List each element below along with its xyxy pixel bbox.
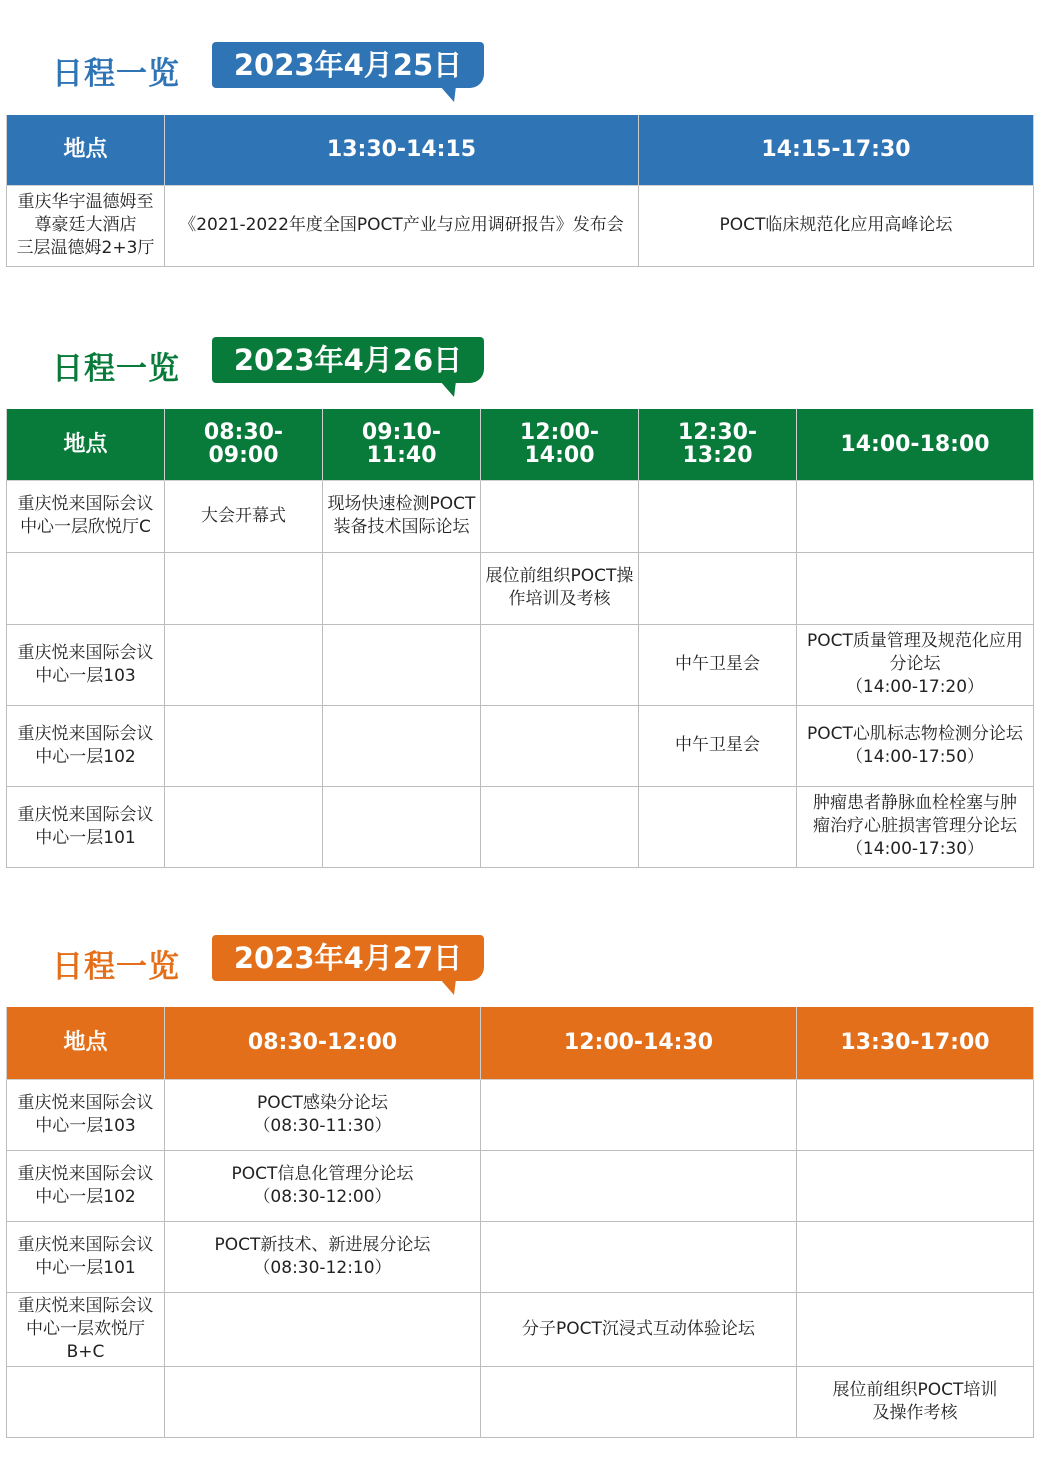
- location-cell: 重庆悦来国际会议 中心一层欢悦厅 B+C: [7, 1292, 165, 1366]
- section-title: 日程一览: [52, 949, 180, 985]
- session-cell: 肿瘤患者静脉血栓栓塞与肿 瘤治疗心脏损害管理分论坛 （14:00-17:30）: [797, 786, 1034, 867]
- section-title: 日程一览: [52, 56, 180, 92]
- session-cell: 中午卫星会: [639, 624, 797, 705]
- table-row: [7, 705, 1034, 786]
- location-cell: 重庆悦来国际会议 中心一层102: [7, 705, 165, 786]
- table-row: [7, 1150, 1034, 1221]
- header-time-slot: 12:30-13:20: [639, 409, 797, 480]
- session-cell: [639, 480, 797, 552]
- session-cell: [481, 1366, 797, 1437]
- session-cell: [165, 1292, 481, 1366]
- header-time-slot: 13:30-17:00: [797, 1007, 1034, 1079]
- header-location: 地点: [7, 409, 165, 480]
- session-cell: [481, 786, 639, 867]
- location-cell: 重庆悦来国际会议 中心一层欣悦厅C: [7, 480, 165, 552]
- schedule-table: [6, 115, 1034, 267]
- session-cell: [481, 1079, 797, 1150]
- session-cell: 现场快速检测POCT 装备技术国际论坛: [323, 480, 481, 552]
- table-row: [7, 624, 1034, 705]
- session-cell: 《2021-2022年度全国POCT产业与应用调研报告》发布会: [165, 185, 639, 266]
- schedule-section-apr27: [0, 935, 1059, 1423]
- date-badge: 2023年4月27日: [212, 935, 484, 981]
- location-cell: 重庆悦来国际会议 中心一层101: [7, 1221, 165, 1292]
- header-time-slot: 12:00-14:00: [481, 409, 639, 480]
- section-header: [0, 337, 1059, 417]
- schedule-section-apr26: [0, 337, 1059, 859]
- section-title: 日程一览: [52, 351, 180, 387]
- session-cell: [481, 705, 639, 786]
- schedule-table: [6, 1007, 1034, 1438]
- location-cell: [7, 552, 165, 624]
- location-cell: 重庆悦来国际会议 中心一层101: [7, 786, 165, 867]
- session-cell: 分子POCT沉浸式互动体验论坛: [481, 1292, 797, 1366]
- header-time-slot: 14:00-18:00: [797, 409, 1034, 480]
- table-header-row: [7, 1007, 1034, 1079]
- session-cell: POCT信息化管理分论坛 （08:30-12:00）: [165, 1150, 481, 1221]
- table-row: [7, 480, 1034, 552]
- date-badge: 2023年4月26日: [212, 337, 484, 383]
- session-cell: 中午卫星会: [639, 705, 797, 786]
- session-cell: 展位前组织POCT培训 及操作考核: [797, 1366, 1034, 1437]
- header-location: 地点: [7, 1007, 165, 1079]
- table-row: [7, 185, 1034, 266]
- header-time-slot: 09:10-11:40: [323, 409, 481, 480]
- session-cell: [165, 705, 323, 786]
- session-cell: [165, 552, 323, 624]
- table-row: [7, 1221, 1034, 1292]
- session-cell: [797, 1221, 1034, 1292]
- header-time-slot: 13:30-14:15: [165, 115, 639, 185]
- table-row: [7, 1366, 1034, 1437]
- session-cell: [797, 1292, 1034, 1366]
- header-time-slot: 12:00-14:30: [481, 1007, 797, 1079]
- session-cell: [481, 1150, 797, 1221]
- session-cell: [165, 1366, 481, 1437]
- session-cell: POCT临床规范化应用高峰论坛: [639, 185, 1034, 266]
- session-cell: POCT心肌标志物检测分论坛 （14:00-17:50）: [797, 705, 1034, 786]
- schedule-table: [6, 409, 1034, 868]
- location-cell: 重庆悦来国际会议 中心一层102: [7, 1150, 165, 1221]
- table-row: [7, 552, 1034, 624]
- session-cell: [323, 705, 481, 786]
- schedule-section-apr25: [0, 42, 1059, 258]
- session-cell: [639, 552, 797, 624]
- location-cell: 重庆悦来国际会议 中心一层103: [7, 624, 165, 705]
- header-location: 地点: [7, 115, 165, 185]
- session-cell: [323, 624, 481, 705]
- session-cell: [481, 1221, 797, 1292]
- location-cell: 重庆悦来国际会议 中心一层103: [7, 1079, 165, 1150]
- session-cell: POCT质量管理及规范化应用 分论坛 （14:00-17:20）: [797, 624, 1034, 705]
- section-header: [0, 42, 1059, 122]
- session-cell: [323, 552, 481, 624]
- table-row: [7, 786, 1034, 867]
- location-cell: 重庆华宇温德姆至 尊豪廷大酒店 三层温德姆2+3厅: [7, 185, 165, 266]
- table-header-row: [7, 115, 1034, 185]
- date-badge: 2023年4月25日: [212, 42, 484, 88]
- session-cell: [481, 624, 639, 705]
- session-cell: [323, 786, 481, 867]
- session-cell: [797, 480, 1034, 552]
- table-row: [7, 1079, 1034, 1150]
- session-cell: POCT新技术、新进展分论坛 （08:30-12:10）: [165, 1221, 481, 1292]
- session-cell: [797, 552, 1034, 624]
- session-cell: [165, 624, 323, 705]
- section-header: [0, 935, 1059, 1015]
- header-time-slot: 14:15-17:30: [639, 115, 1034, 185]
- session-cell: [797, 1150, 1034, 1221]
- table-header-row: [7, 409, 1034, 480]
- table-row: [7, 1292, 1034, 1366]
- session-cell: 展位前组织POCT操 作培训及考核: [481, 552, 639, 624]
- session-cell: [797, 1079, 1034, 1150]
- session-cell: [481, 480, 639, 552]
- session-cell: 大会开幕式: [165, 480, 323, 552]
- session-cell: [639, 786, 797, 867]
- header-time-slot: 08:30-12:00: [165, 1007, 481, 1079]
- location-cell: [7, 1366, 165, 1437]
- header-time-slot: 08:30-09:00: [165, 409, 323, 480]
- session-cell: [165, 786, 323, 867]
- session-cell: POCT感染分论坛 （08:30-11:30）: [165, 1079, 481, 1150]
